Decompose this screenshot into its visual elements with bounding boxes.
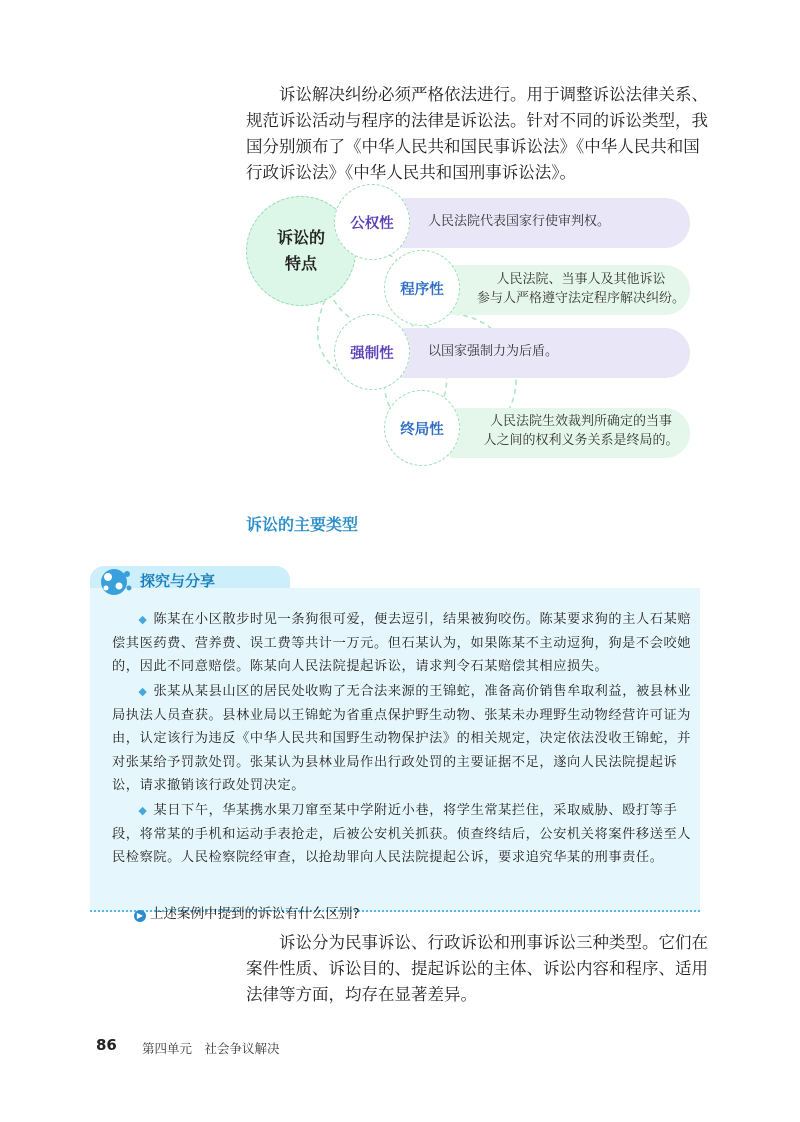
center-line2: 特点 xyxy=(284,254,317,273)
feature-desc-line1: 人民法院、当事人及其他诉讼 xyxy=(496,272,666,287)
case-paragraph: ◆ 陈某在小区散步时见一条狗很可爱，便去逗引，结果被狗咬伤。陈某要求狗的主人石某赔偿其医药费、营养费、误工费等共计一万元。但石某认为，如果陈某不主动逗狗，狗是不会咬她的，因此不同意赔偿。陈某向人民法院提起诉讼，请求判令石某赔偿其相应损失。 xyxy=(112,612,692,674)
explore-content xyxy=(90,588,700,922)
feature-bar-finality xyxy=(446,408,690,458)
diamond-bullet-icon: ◆ xyxy=(138,613,148,626)
feature-desc-line2: 人之间的权利义务关系是终局的。 xyxy=(483,433,679,448)
feature-compulsory: 强制性 xyxy=(334,314,410,390)
feature-desc-line2: 参与人严格遵守法定程序解决纠纷。 xyxy=(476,291,685,306)
center-line1: 诉讼的 xyxy=(276,228,325,247)
feature-bar-public-power xyxy=(392,198,690,248)
feature-finality: 终局性 xyxy=(384,390,460,466)
summary-paragraph: 诉讼分为民事诉讼、行政诉讼和刑事诉讼三种类型。它们在案件性质、诉讼目的、提起诉讼的主体、诉讼内容和程序、适用法律等方面，均存在显著差异。 xyxy=(246,933,708,1004)
explore-title: 探究与分享 xyxy=(140,572,216,590)
feature-procedural: 程序性 xyxy=(384,250,460,326)
page-number: 86 xyxy=(96,1036,117,1054)
feature-bar-compulsory xyxy=(392,328,690,378)
feature-bar-procedural xyxy=(446,265,690,315)
feature-public-power: 公权性 xyxy=(334,184,410,260)
diamond-bullet-icon: ◆ xyxy=(138,804,148,817)
explore-molecule-icon xyxy=(94,566,134,598)
play-arrow-icon: ▶ xyxy=(134,910,146,922)
unit-title: 第四单元 社会争议解决 xyxy=(142,1041,280,1056)
feature-desc-line1: 人民法院生效裁判所确定的当事 xyxy=(489,414,672,429)
explore-share-box xyxy=(90,566,700,922)
case-paragraph: ◆ 某日下午，华某携水果刀窜至某中学附近小巷，将学生常某拦住，采取威胁、殴打等手段，将常某的手机和运动手表抢走，后被公安机关抓获。侦查终结后，公安机关将案件移送至人民检察院。人民检察院经审查，以抢劫罪向人民法院提起公诉，要求追究华某的刑事责任。 xyxy=(112,803,692,865)
feature-desc: 人民法院代表国家行使审判权。 xyxy=(428,214,611,229)
diamond-bullet-icon: ◆ xyxy=(138,685,148,698)
discussion-question: ▶ 上述案例中提到的诉讼有什么区别? xyxy=(134,902,360,922)
intro-paragraph: 诉讼解决纠纷必须严格依法进行。用于调整诉讼法律关系、规范诉讼活动与程序的法律是诉讼法。针对不同的诉讼类型，我国分别颁布了《中华人民共和国民事诉讼法》《中华人民共和国行政诉讼法》《中华人民共和国刑事诉讼法》。 xyxy=(246,85,708,182)
section-title: 诉讼的主要类型 xyxy=(246,515,359,534)
case-paragraph: ◆ 张某从某县山区的居民处收购了无合法来源的王锦蛇，准备高价销售牟取利益，被县林业局执法人员查获。县林业局以王锦蛇为省重点保护野生动物、张某未办理野生动物经营许可证为由，认定该行为违反《中华人民共和国野生动物保护法》的相关规定，决定依法没收王锦蛇，并对张某给予罚款处罚。张某认为县林业局作出行政处罚的主要证据不足，遂向人民法院提起诉讼，请求撤销该行政处罚决定。 xyxy=(112,684,692,793)
feature-desc: 以国家强制力为后盾。 xyxy=(428,344,559,359)
litigation-features-diagram xyxy=(0,0,800,480)
